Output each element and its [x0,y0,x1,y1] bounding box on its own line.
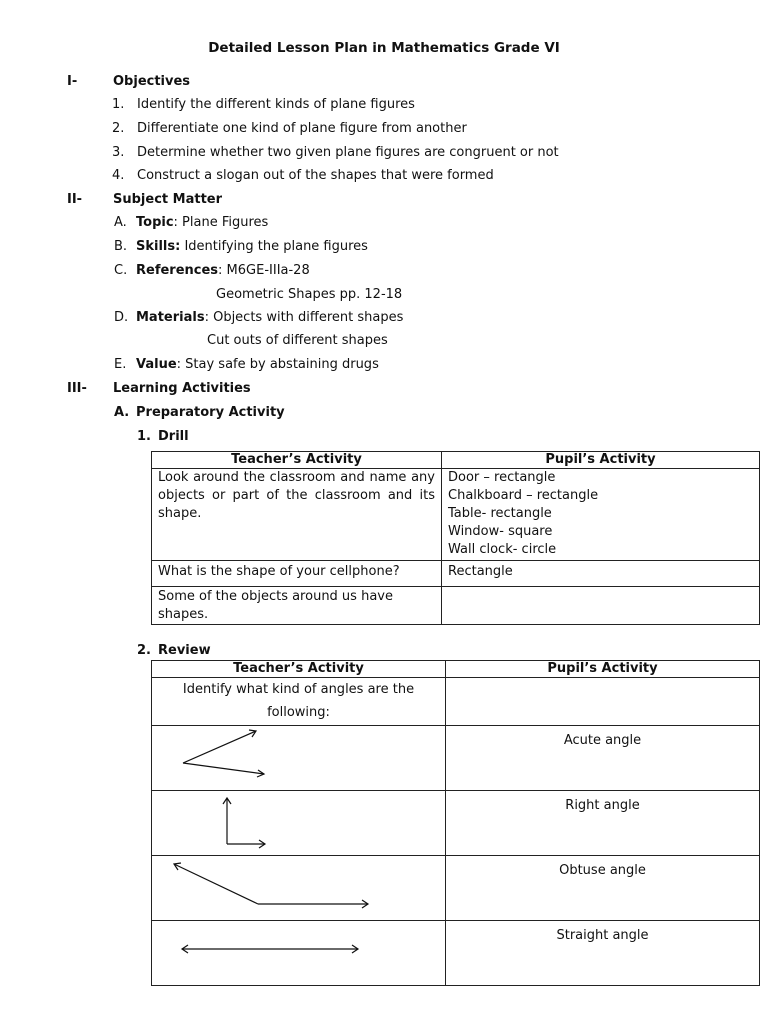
pupil-activity-cell [442,469,760,561]
skills-label: Skills: [136,239,181,254]
activity-heading-drill: Drill [158,429,189,444]
review-table [151,660,760,986]
table-row [152,791,760,856]
subsection-letter: A. [114,405,130,420]
materials-label: Materials [136,310,205,325]
references-value-2: Geometric Shapes pp. 12-18 [216,287,403,302]
teacher-activity-cell: Some of the objects around us have shapes. [152,587,442,625]
references-value: : M6GE-IIIa-28 [218,263,310,278]
angle-figure-cell [152,726,446,791]
activity-heading-review: Review [158,643,211,658]
angle-figure-cell [152,921,446,986]
value-label: Value [136,357,177,372]
column-header-pupil: Pupil’s Activity [446,661,760,678]
objective-item: Differentiate one kind of plane figure from another [137,121,467,136]
table-row [152,678,760,726]
section-heading-subject-matter: Subject Matter [113,192,223,207]
pupil-activity-cell [442,587,760,625]
pupil-answer: Door – rectangle [448,470,556,485]
activity-number: 2. [137,643,151,658]
subject-skills [136,239,368,254]
pupil-answer: Chalkboard – rectangle [448,488,599,503]
section-numeral-objectives: I- [67,74,78,89]
objective-item: Determine whether two given plane figures are congruent or not [137,145,559,160]
objective-number: 1. [112,97,125,112]
table-header-row [152,661,760,678]
pupil-answer-cell: Right angle [446,791,760,856]
column-header-teacher: Teacher’s Activity [152,452,442,469]
subject-topic [136,215,268,230]
angle-figure-cell [152,856,446,921]
subject-letter: C. [114,263,128,278]
pupil-answer: Table- rectangle [448,506,552,521]
subject-references [136,263,310,278]
objective-number: 3. [112,145,125,160]
teacher-activity-cell: Look around the classroom and name any objects or part of the classroom and its shape. [152,469,442,561]
pupil-answer: Wall clock- circle [448,542,557,557]
objective-item: Construct a slogan out of the shapes that were formed [137,168,494,183]
drill-table [151,451,760,625]
objective-number: 2. [112,121,125,136]
right-angle-figure [152,791,446,855]
objective-number: 4. [112,168,125,183]
straight-angle-figure [152,921,446,985]
skills-value: Identifying the plane figures [180,239,368,254]
column-header-pupil: Pupil’s Activity [442,452,760,469]
subject-materials [136,310,403,325]
review-intro-cell: Identify what kind of angles are the following: [152,678,446,726]
section-numeral-subject-matter: II- [67,192,83,207]
subject-letter: D. [114,310,129,325]
subject-letter: A. [114,215,127,230]
acute-angle-figure [152,726,446,790]
pupil-answer-cell: Straight angle [446,921,760,986]
pupil-activity-cell [446,678,760,726]
subsection-heading-preparatory: Preparatory Activity [136,405,285,420]
table-row [152,469,760,561]
obtuse-angle-figure [152,856,446,920]
subject-value [136,357,379,372]
topic-label: Topic [136,215,174,230]
section-numeral-learning-activities: III- [67,381,87,396]
subject-letter: E. [114,357,127,372]
table-row [152,587,760,625]
materials-value-2: Cut outs of different shapes [207,333,388,348]
teacher-activity-cell: What is the shape of your cellphone? [152,561,442,587]
document-title: Detailed Lesson Plan in Mathematics Grade VI [208,40,560,56]
value-value: : Stay safe by abstaining drugs [176,357,379,372]
table-row [152,856,760,921]
subject-letter: B. [114,239,128,254]
table-row [152,726,760,791]
angle-figure-cell [152,791,446,856]
table-header-row [152,452,760,469]
topic-value: : Plane Figures [173,215,269,230]
table-row [152,561,760,587]
pupil-activity-cell: Rectangle [442,561,760,587]
references-label: References [136,263,219,278]
objective-item: Identify the different kinds of plane figures [137,97,415,112]
activity-number: 1. [137,429,151,444]
section-heading-learning-activities: Learning Activities [113,381,251,396]
materials-value: : Objects with different shapes [204,310,404,325]
pupil-answer: Window- square [448,524,553,539]
section-heading-objectives: Objectives [113,74,191,89]
pupil-answer-cell: Acute angle [446,726,760,791]
table-row [152,921,760,986]
column-header-teacher: Teacher’s Activity [152,661,446,678]
pupil-answer-cell: Obtuse angle [446,856,760,921]
